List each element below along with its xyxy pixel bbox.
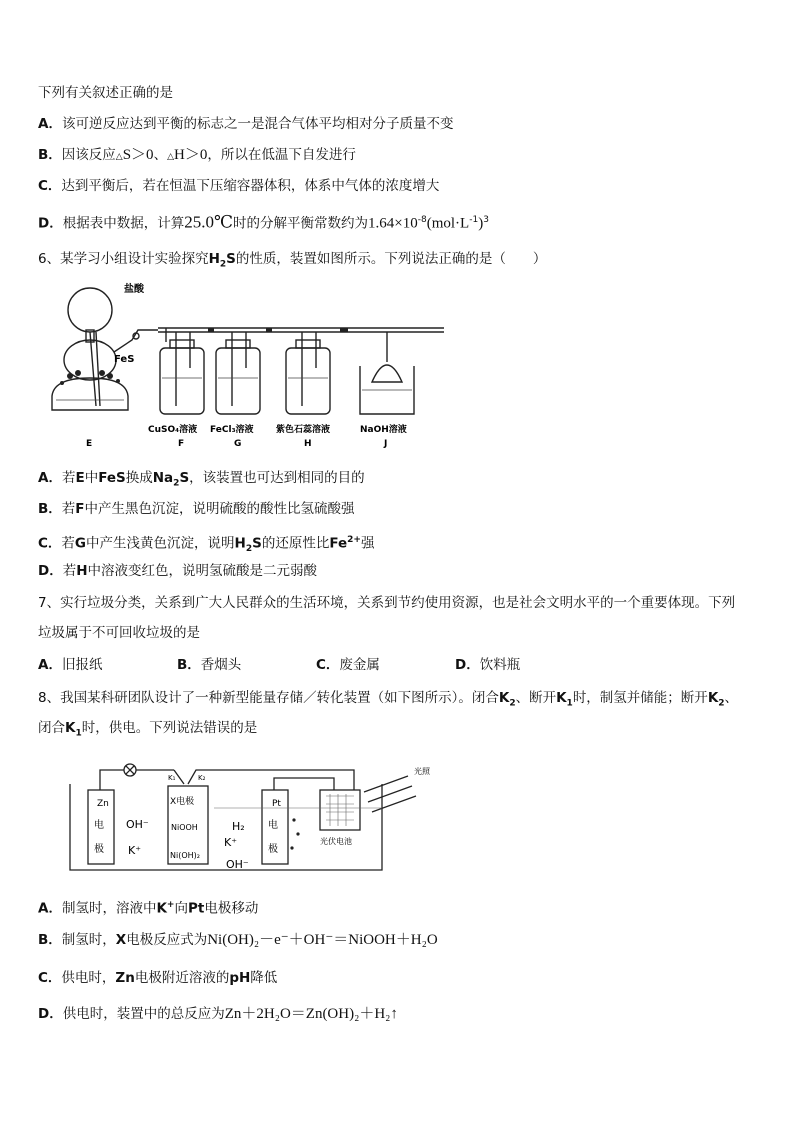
q8-stem-line1 xyxy=(38,689,738,713)
option-text: 电极反应式为 xyxy=(126,932,208,948)
label-h: H xyxy=(304,439,312,449)
subscript: 2 xyxy=(173,478,180,489)
question-text: 8、我国某科研团队设计了一种新型能量存储／转化装置（如下图所示）。闭合 xyxy=(38,690,499,706)
formula: K xyxy=(156,900,167,917)
formula: Na xyxy=(152,470,174,486)
formula: E xyxy=(75,470,85,486)
option-letter: A． xyxy=(38,900,62,917)
formula: H xyxy=(208,251,220,267)
q5-stem: 下列有关叙述正确的是 xyxy=(38,85,173,101)
k1-label: K₁ xyxy=(168,774,176,782)
option-text: 时的分解平衡常数约为 xyxy=(233,215,368,232)
question-text: 时，制氢并储能；断开 xyxy=(572,690,708,706)
formula: G xyxy=(74,535,87,552)
nioh2-label: Ni(OH)₂ xyxy=(170,851,200,860)
option-text: 中 xyxy=(84,470,99,486)
question-text: 、断开 xyxy=(515,690,557,706)
bottle-f xyxy=(160,348,204,414)
superscript: + xyxy=(166,900,175,910)
litmus-label: 紫色石蕊溶液 xyxy=(276,425,331,435)
option-text: 若 xyxy=(61,535,75,552)
unit: (mol·L xyxy=(426,215,470,232)
temperature: 25.0℃ xyxy=(184,212,233,232)
q5-option-d[interactable] xyxy=(38,211,489,233)
q7-option-d[interactable] xyxy=(455,656,520,674)
formula: FeS xyxy=(98,470,126,486)
option-text: 该可逆反应达到平衡的标志之一是混合气体平均相对分子质量不变 xyxy=(61,116,454,132)
h2-label: H₂ xyxy=(232,820,245,833)
option-letter: C． xyxy=(38,970,62,986)
option-text: 降低 xyxy=(250,970,278,986)
k-ion-label-2: K⁺ xyxy=(224,836,238,849)
zn-dian-label: 电 xyxy=(94,820,104,831)
formula: S xyxy=(179,470,190,486)
zn-label: Zn xyxy=(97,799,109,809)
option-text: ，所以在低温下自发进行 xyxy=(207,147,356,163)
option-letter: D． xyxy=(455,657,480,673)
option-text: 中产生浅黄色沉淀，说明 xyxy=(86,535,235,552)
bottle-h xyxy=(286,348,330,414)
option-text: 中溶液变红色，说明氢硫酸是二元弱酸 xyxy=(87,563,318,579)
q5-option-a[interactable] xyxy=(38,115,453,133)
option-text: 若 xyxy=(61,470,76,486)
q7-option-b[interactable] xyxy=(177,656,241,674)
q8-option-c[interactable] xyxy=(38,969,277,987)
k-ion-label: K⁺ xyxy=(128,844,142,857)
formula: S xyxy=(226,251,236,267)
label-g: G xyxy=(234,439,242,449)
option-text: 因该反应 xyxy=(61,147,116,163)
option-letter: B． xyxy=(177,657,201,673)
q6-option-d[interactable] xyxy=(38,562,317,580)
question-text: 的性质，装置如图所示。下列说法正确的是（ ） xyxy=(235,251,547,267)
option-text: 强 xyxy=(360,535,375,552)
bottle-g xyxy=(216,348,260,414)
delta-symbol: △ xyxy=(115,152,123,162)
option-text: 向 xyxy=(174,900,188,917)
naoh-label: NaOH溶液 xyxy=(360,425,407,435)
option-text: 制氢时，溶液中 xyxy=(61,900,157,917)
option-text: 换成 xyxy=(125,470,153,486)
formula: S xyxy=(252,535,262,552)
switch-k1: K xyxy=(556,690,567,706)
option-text: 电极移动 xyxy=(204,900,259,917)
subscript: 1 xyxy=(75,728,82,739)
entropy-expression: S＞0 xyxy=(122,147,154,163)
q8-option-d[interactable] xyxy=(38,1005,398,1023)
pv-label: 光伏电池 xyxy=(320,837,352,846)
light-label: 光照 xyxy=(414,767,430,776)
exponent: 3 xyxy=(483,215,489,225)
q6-option-c[interactable] xyxy=(38,531,374,558)
formula: H xyxy=(76,563,88,579)
switch-k1: K xyxy=(65,720,76,736)
option-letter: B． xyxy=(38,932,62,948)
option-letter: C． xyxy=(316,657,340,673)
electrode-equation: Ni(OH)₂－e⁻＋OH⁻＝NiOOH＋H₂O xyxy=(207,932,438,948)
subscript: 2 xyxy=(509,698,516,709)
label-f: F xyxy=(178,439,185,449)
option-letter: C． xyxy=(38,178,62,194)
option-text: 供电时， xyxy=(61,970,116,986)
fes-label: FeS xyxy=(114,354,135,365)
option-text: 若 xyxy=(61,501,76,517)
formula: X xyxy=(115,932,127,948)
q6-option-a[interactable] xyxy=(38,469,365,493)
x-electrode-label: X电极 xyxy=(170,797,195,807)
delta-symbol: △ xyxy=(167,152,174,162)
exponent: -1 xyxy=(469,215,479,225)
funnel xyxy=(372,365,402,382)
option-text: 若 xyxy=(62,563,77,579)
question-number: 6、 xyxy=(38,251,61,267)
option-text: 香烟头 xyxy=(200,657,242,673)
equilibrium-constant: 1.64×10 xyxy=(368,215,418,232)
option-letter: D． xyxy=(38,215,63,232)
option-letter: A． xyxy=(38,470,62,486)
formula: pH xyxy=(229,970,251,986)
question-text: 闭合 xyxy=(38,720,65,736)
kipp-top-bulb xyxy=(68,288,112,332)
question-text: 某学习小组设计实验探究 xyxy=(60,251,209,267)
formula: Pt xyxy=(187,900,205,917)
q8-option-a[interactable] xyxy=(38,896,258,918)
q7-option-c[interactable] xyxy=(316,656,380,674)
q7-option-a[interactable] xyxy=(38,656,102,674)
formula: H xyxy=(234,535,246,552)
option-text: 电极附近溶液的 xyxy=(134,970,230,986)
oh-ion-label-2: OH⁻ xyxy=(226,858,249,871)
pt-label: Pt xyxy=(272,799,281,809)
option-text: 旧报纸 xyxy=(61,657,103,673)
q7-stem-line1: 7、实行垃圾分类，关系到广大人民群众的生活环境，关系到节约使用资源，也是社会文明水平的一个重要体现。下列 xyxy=(38,595,736,611)
formula: Zn xyxy=(115,970,135,986)
q5-option-c[interactable] xyxy=(38,177,439,195)
pt-ji-label: 极 xyxy=(268,844,278,855)
total-reaction-equation: Zn＋2H₂O＝Zn(OH)₂＋H₂↑ xyxy=(224,1006,398,1022)
switch-k2: K xyxy=(498,690,510,706)
option-letter: A． xyxy=(38,657,62,673)
option-text: 根据表中数据，计算 xyxy=(62,215,185,232)
enthalpy-expression: H＞0 xyxy=(173,147,208,163)
q8-option-b[interactable] xyxy=(38,931,438,949)
subscript: 2 xyxy=(219,259,227,270)
option-letter: A． xyxy=(38,116,62,132)
option-letter: B． xyxy=(38,147,62,163)
question-text: 、 xyxy=(724,690,739,706)
formula: Fe xyxy=(329,535,348,552)
q8-device-figure xyxy=(64,760,464,878)
option-letter: C． xyxy=(38,535,62,552)
niooh-label: NiOOH xyxy=(171,823,198,832)
q8-stem-line2 xyxy=(38,719,257,743)
option-text: 供电时，装置中的总反应为 xyxy=(62,1006,225,1022)
oh-ion-label: OH⁻ xyxy=(126,818,149,831)
separator: 、 xyxy=(153,147,168,163)
subscript: 2 xyxy=(718,698,725,709)
subscript: 1 xyxy=(566,698,573,709)
q6-stem xyxy=(38,250,546,274)
pt-dian-label: 电 xyxy=(268,820,278,831)
option-text: 的还原性比 xyxy=(261,535,330,552)
q6-apparatus-figure xyxy=(40,278,450,450)
option-text: 达到平衡后，若在恒温下压缩容器体积，体系中气体的浓度增大 xyxy=(61,178,440,194)
q7-stem-line2: 垃圾属于不可回收垃圾的是 xyxy=(38,625,200,641)
light-rays xyxy=(364,776,416,812)
switch-k2: K xyxy=(707,690,719,706)
superscript: 2+ xyxy=(347,535,361,545)
option-letter: D． xyxy=(38,563,63,579)
option-text: 饮料瓶 xyxy=(479,657,521,673)
label-e: E xyxy=(86,439,93,449)
k2-label: K₂ xyxy=(198,774,206,782)
question-text: 时，供电。下列说法错误的是 xyxy=(81,720,258,736)
unit: ) xyxy=(478,215,484,232)
fecl3-label: FeCl₃溶液 xyxy=(210,425,254,435)
q5-option-b[interactable] xyxy=(38,146,356,166)
cuso4-label: CuSO₄溶液 xyxy=(148,425,198,435)
label-j: J xyxy=(384,439,388,449)
option-text: 废金属 xyxy=(339,657,380,673)
option-text: 制氢时， xyxy=(61,932,116,948)
option-text: ，该装置也可达到相同的目的 xyxy=(189,470,365,486)
zn-ji-label: 极 xyxy=(94,844,104,855)
exponent: -8 xyxy=(417,215,427,225)
subscript: 2 xyxy=(245,544,253,555)
option-letter: D． xyxy=(38,1006,63,1022)
option-letter: B． xyxy=(38,501,62,517)
q6-option-b[interactable] xyxy=(38,500,355,518)
option-text: 中产生黑色沉淀，说明硫酸的酸性比氢硫酸强 xyxy=(84,501,355,517)
acid-label: 盐酸 xyxy=(124,284,144,295)
formula: F xyxy=(75,501,85,517)
